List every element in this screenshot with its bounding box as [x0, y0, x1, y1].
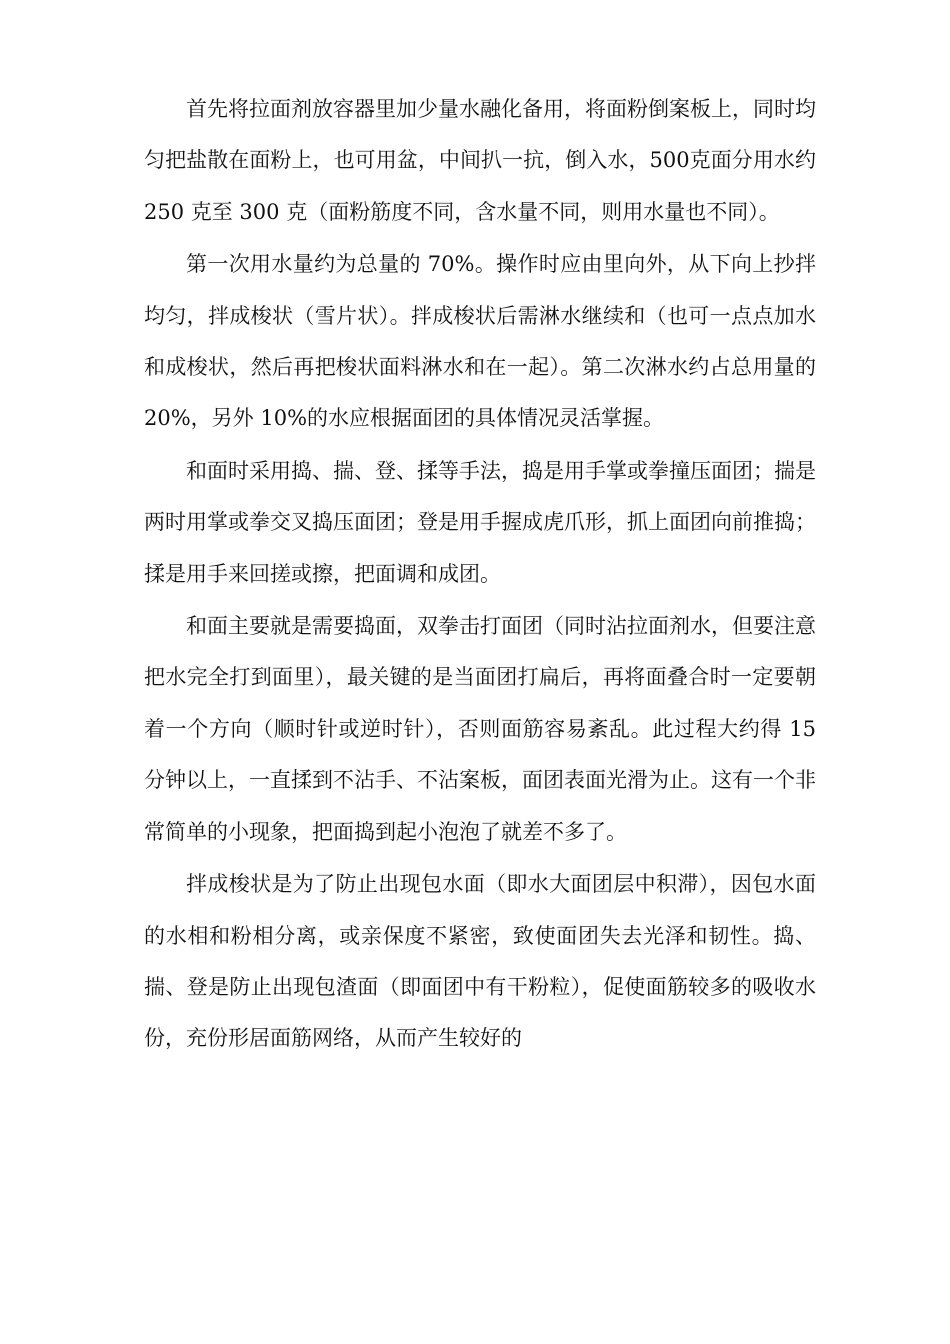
- paragraph-4: 和面主要就是需要捣面，双拳击打面团（同时沾拉面剂水，但要注意把水完全打到面里），最关键的是当面团打扁后，再将面叠合时一定要朝着一个方向（顺时针或逆时针），否则面筋容易紊乱。此过程大约得 15 分钟以上，一直揉到不沾手、不沾案板，面团表面光滑为止。这有一个非常简单的小现象，把面捣到起小泡泡了就差不多了。: [144, 614, 816, 844]
- paragraph-2: 第一次用水量约为总量的 70%。操作时应由里向外，从下向上抄拌均匀，拌成梭状（雪片状）。拌成梭状后需淋水继续和（也可一点点加水和成梭状，然后再把梭状面料淋水和在一起）。第二次淋水约占总用量的 20%，另外 10%的水应根据面团的具体情况灵活掌握。: [144, 252, 816, 431]
- document-body: [144, 84, 816, 1066]
- paragraph-1: 首先将拉面剂放容器里加少量水融化备用，将面粉倒案板上，同时均匀把盐散在面粉上，也可用盆，中间扒一抗，倒入水，500克面分用水约 250 克至 300 克（面粉筋度不同，含水量不同，则用水量也不同）。: [144, 97, 816, 224]
- paragraph-3: 和面时采用捣、揣、登、揉等手法，捣是用手掌或拳撞压面团；揣是两时用掌或拳交叉捣压面团；登是用手握成虎爪形，抓上面团向前推捣；揉是用手来回搓或擦，把面调和成团。: [144, 458, 816, 586]
- paragraph-5: 拌成梭状是为了防止出现包水面（即水大面团层中积滞），因包水面的水相和粉相分离，或亲保度不紧密，致使面团失去光泽和韧性。捣、揣、登是防止出现包渣面（即面团中有干粉粒），促使面筋较多的吸收水份，充份形居面筋网络，从而产生较好的: [144, 872, 816, 1051]
